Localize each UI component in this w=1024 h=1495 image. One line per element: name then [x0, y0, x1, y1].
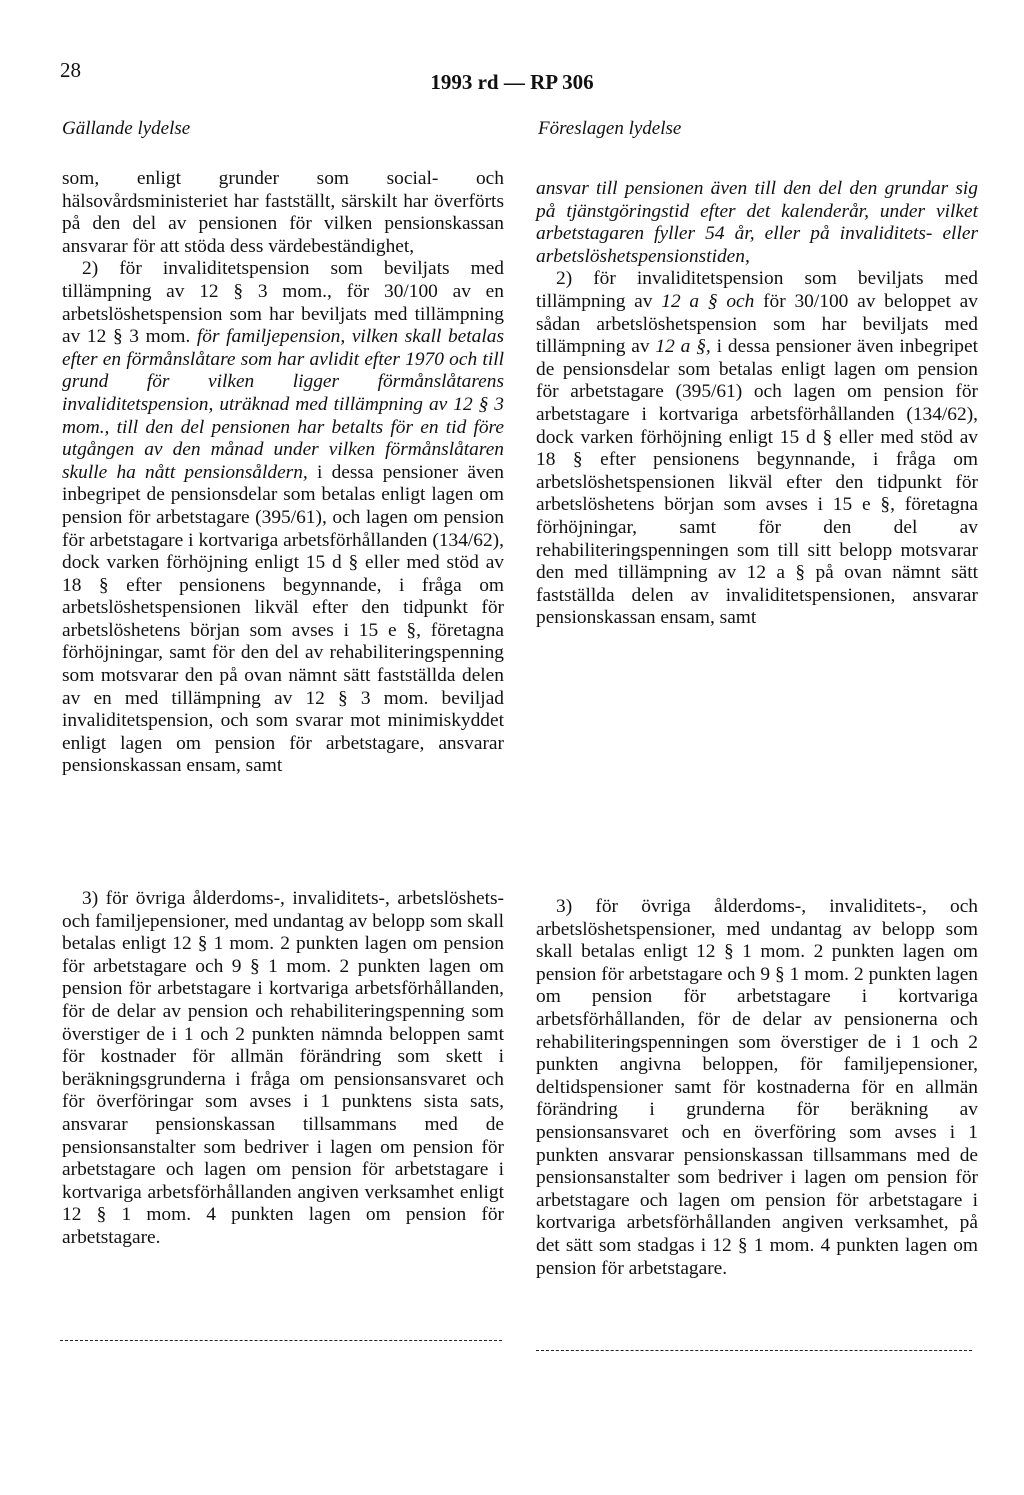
left-paragraph-2-italic: för familjepension, vilken skall betalas efter en förmånslåtare som har avlidit efter 1970 och till grund för vilken ligger förmånslåtarens invaliditetspension, uträknad med tillämpning av 12 § 3 mom., till den del pensionen har betalts för en tid före utgången av den månad under vilken förmånslåtaren skulle ha nått pensionsåldern, [62, 326, 504, 483]
right-paragraph-1 [536, 178, 978, 268]
left-end-rule [60, 1340, 502, 1341]
page-header: 1993 rd — RP 306 [430, 70, 594, 94]
right-paragraph-2-c: i dessa pensioner även inbegripet de pensionsdelar som betalas enligt lagen om pension för arbetstagare (395/61) och lagen om pension för arbetstagare i kortvariga arbetsförhållanden (134/62), dock varken förhöjning enligt 15 d § eller med stöd av 18 § efter pensionens begynnande, i fråga om arbetslöshetspensionen likväl efter den tidpunkt för arbetslöshetens början som avses i 15 e §, företagna förhöjningar, samt för den del av rehabiliteringspenningen som till sitt belopp motsvarar den med tillämpning av 12 a § på ovan nämnt sätt fastställda delen av invaliditetspensionen, ansvarar pensionskassan ensam, samt [536, 336, 978, 629]
left-paragraph-2-rest: i dessa pensioner även inbegripet de pensionsdelar som betalas enligt lagen om pension för arbetstagare (395/61), och lagen om pension för arbetstagare i kortvariga arbetsförhållanden (134/62), dock varken förhöjning enligt 15 d § eller med stöd av 18 § efter pensionens begynnande, i fråga om arbetslöshetspensionen likväl efter den tidpunkt för arbetslöshetens början som avses i 15 e §, företagna förhöjningar, samt för den del av rehabiliteringspenning som motsvarar den på ovan nämnt sätt fastställda delen av en med tillämpning av 12 § 3 mom. beviljad invaliditetspension, och som svarar mot minimiskyddet enligt lagen om pension för arbetstagare, ansvarar pensionskassan ensam, samt [62, 461, 504, 777]
left-column-bottom [62, 888, 504, 1250]
left-paragraph-2-text: 2) för invaliditetspension som beviljats med tillämpning av 12 § 3 mom., för 30/100 av en arbetslöshetspension som har beviljats med tillämpning av 12 § 3 mom. [62, 258, 504, 348]
right-column-top [536, 178, 978, 630]
right-paragraph-2-b: för 30/100 av beloppet av sådan arbetslöshetspension som har beviljats med tillämpning av [536, 290, 978, 358]
left-column-top [62, 168, 504, 778]
right-paragraph-2-a: 2) för invaliditetspension som beviljats med tillämpning av [536, 268, 978, 312]
left-paragraph-1: som, enligt grunder som social- och hälsovårdsministeriet har fastställt, särskilt har överförts på den del av pensionen för vilken pensionskassan ansvarar för att stöda dess värdebeständighet, [62, 168, 504, 257]
left-paragraph-3: 3) för övriga ålderdoms-, invaliditets-, arbetslöshets- och familjepensioner, med undantag av belopp som skall betalas enligt 12 § 1 mom. 2 punkten lagen om pension för arbetstagare och 9 § 1 mom. 2 punkten lagen om pension för arbetstagare i kortvariga arbetsförhållanden, för de delar av pension och rehabiliteringspenning som överstiger de i 1 och 2 punkten nämnda beloppen samt för kostnader för allmän förändring som skett i beräkningsgrunderna i fråga om pensionsansvaret och för överföringar som avses i 1 punktens sista sats, ansvarar pensionskassan tillsammans med de pensionsanstalter som bedriver i lagen om pension för arbetstagare och lagen om pension för arbetstagare i kortvariga arbetsförhållanden angiven verksamhet enligt 12 § 1 mom. 4 punkten lagen om pension för arbetstagare. [62, 888, 504, 1248]
right-end-rule [536, 1350, 972, 1351]
left-column-title: Gällande lydelse [62, 118, 191, 139]
left-paragraph-2 [62, 258, 504, 778]
right-paragraph-2-b-italic: 12 a §, [655, 336, 711, 358]
right-paragraph-3: 3) för övriga ålderdoms-, invaliditets-, och arbetslöshetspensioner, med undantag av belopp som skall betalas enligt 12 § 1 mom. 2 punkten lagen om pension för arbetstagare och 9 § 1 mom. 2 punkten lagen om pension för arbetstagare i kortvariga arbetsförhållanden, för de delar av pensionerna och rehabiliteringspenningen som överstiger de i 1 och 2 punkten angivna beloppen, för familjepensioner, deltidspensioner samt för kostnaderna för en allmän förändring i grunderna för beräkning av pensionsansvaret och en överföring som avses i 1 punkten ansvarar pensionskassan tillsammans med de pensionsanstalter som bedriver i lagen om pension för arbetstagare och lagen om pension för arbetstagare i kortvariga arbetsförhållanden angiven verksamhet, på det sätt som stadgas i 12 § 1 mom. 4 punkten lagen om pension för arbetstagare. [536, 896, 978, 1279]
right-column-title: Föreslagen lydelse [538, 118, 682, 139]
right-paragraph-2-a-italic: 12 a § och [661, 290, 755, 312]
right-column-bottom [536, 896, 978, 1280]
right-paragraph-1-italic: ansvar till pensionen även till den del den grundar sig på tjänstgöringstid efter det kalenderår, under vilket arbetstagaren fyller 54 år, eller på invaliditets- eller arbetslöshetspensionstiden, [536, 178, 978, 267]
page-number: 28 [60, 58, 81, 82]
right-paragraph-2 [536, 268, 978, 630]
